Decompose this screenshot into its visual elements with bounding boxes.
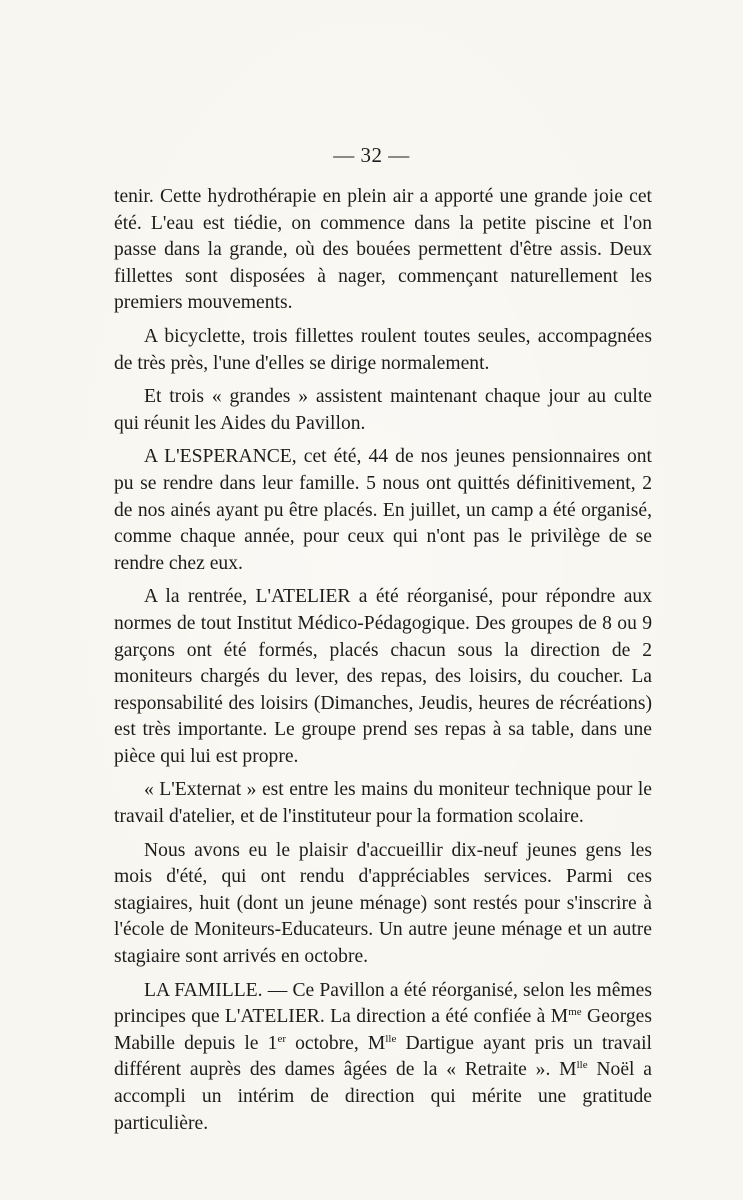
famille-sup-2: er xyxy=(277,1032,286,1045)
famille-sup-3: lle xyxy=(385,1032,397,1045)
famille-text-3: octobre, M xyxy=(285,1032,386,1054)
paragraph-famille xyxy=(114,978,652,1138)
body-text xyxy=(114,184,652,1137)
famille-sup-4: lle xyxy=(576,1059,588,1072)
paragraph-worship: Et trois « grandes » assistent maintenant chaque jour au culte qui réunit les Aides du Pavillon. xyxy=(114,386,652,434)
famille-sup-1: me xyxy=(568,1006,582,1019)
paragraph-atelier: A la rentrée, L'ATELIER a été réorganisé, pour répondre aux normes de tout Institut Médico-Pédagogique. Des groupes de 8 ou 9 garçons ont été formés, placés chacun sous la direction de 2 moniteurs chargés du lever, des repas, des loisirs, du coucher. La responsabilité des loisirs (Dimanches, Jeudis, heures de récréations) est très importante. Le groupe prend ses repas à sa table, dans une pièce qui lui est propre. xyxy=(114,586,652,767)
paragraph-esperance: A L'ESPERANCE, cet été, 44 de nos jeunes pensionnaires ont pu se rendre dans leur famille. 5 nous ont quittés définitivement, 2 de nos ainés ayant pu être placés. En juillet, un camp a été organisé, comme chaque année, pour ceux qui n'ont pas le privilège de se rendre chez eux. xyxy=(114,446,652,574)
famille-text-2: Georges Mabille depuis le 1 xyxy=(114,1006,652,1054)
page-number: — 32 — xyxy=(333,143,410,167)
famille-text-1: LA FAMILLE. — Ce Pavillon a été réorganisé, selon les mêmes principes que L'ATELIER. La direction a été confiée à M xyxy=(114,979,652,1028)
paragraph-externat: « L'Externat » est entre les mains du moniteur technique pour le travail d'atelier, et de l'instituteur pour la formation scolaire. xyxy=(114,779,652,828)
famille-text-5: Noël a accompli un intérim de direction qui mérite une gratitude particulière. xyxy=(114,1059,652,1134)
paragraph-trainees: Nous avons eu le plaisir d'accueillir dix-neuf jeunes gens les mois d'été, qui ont rendu d'appréciables services. Parmi ces stagiaires, huit (dont un jeune ménage) sont restés pour s'inscrire à l'école de Moniteurs-Educateurs. Un autre jeune ménage et un autre stagiaire sont arrivés en octobre. xyxy=(114,839,652,968)
paragraph-hydrotherapy: tenir. Cette hydrothérapie en plein air a apporté une grande joie cet été. L'eau est tiédie, on commence dans la petite piscine et l'on passe dans la grande, où des bouées permettent d'être assis. Deux fillettes sont disposées à nager, commençant naturellement les premiers mouvements. xyxy=(114,186,652,314)
paragraph-bicycle: A bicyclette, trois fillettes roulent toutes seules, accompagnées de très près, l'une d'elles se dirige normalement. xyxy=(114,325,652,374)
famille-text-4: Dartigue ayant pris un travail différent auprès des dames âgées de la « Retraite ». M xyxy=(114,1032,652,1081)
